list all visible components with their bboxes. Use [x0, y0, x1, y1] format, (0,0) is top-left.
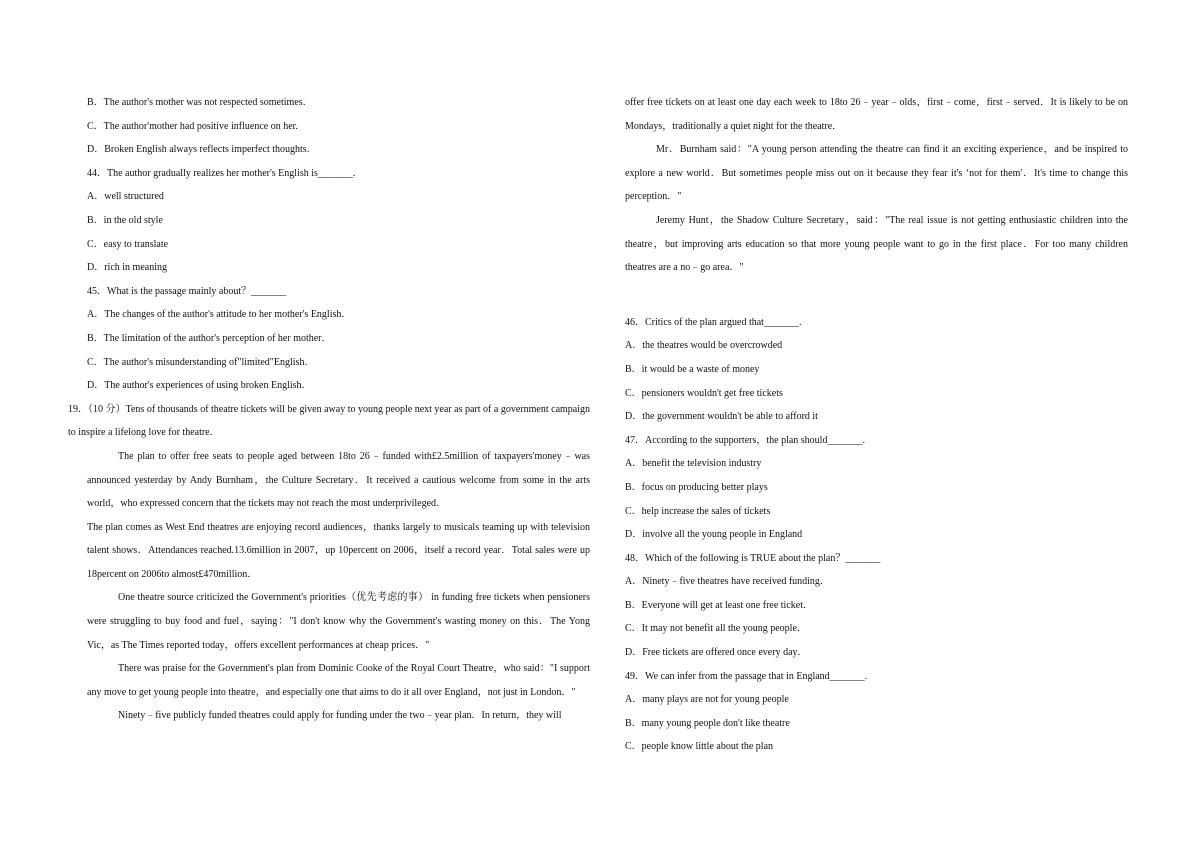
q43-option-c: C．The author'mother had positive influence on her.	[87, 120, 298, 132]
passage-paragraph-7: Jeremy Hunt，the Shadow Culture Secretary，said："The real issue is not getting enthusiastic children into the theatre，but improving arts education so that more young people want to go in the first place．For too many children theatres are a no﹣go area．"	[625, 214, 1128, 274]
q48-option-b: B．Everyone will get at least one free ticket．	[625, 599, 813, 611]
q49-option-c: C．people know little about the plan	[625, 741, 774, 753]
passage-paragraph-2: The plan comes as West End theatres are enjoying record audiences，thanks largely to musicals teaming up with television talent shows．Attendances reached.13.6million in 2007，up 10percent on 2006，itself a record year．Total sales were up 18percent on 2006to almost£470million．	[87, 521, 590, 580]
q48-option-c: C．It may not benefit all the young people．	[625, 623, 807, 635]
q43-option-b: B．The author's mother was not respected sometimes．	[87, 97, 313, 108]
q46-stem: 46．Critics of the plan argued that_______.	[625, 316, 802, 328]
q43-option-d: D．Broken English always reflects imperfect thoughts．	[87, 144, 317, 156]
q49-option-b: B．many young people don't like theatre	[625, 717, 790, 729]
q44-option-a: A．well structured	[87, 191, 164, 203]
q47-option-d: D．involve all the young people in England	[625, 529, 803, 541]
q45-option-a: A．The changes of the author's attitude to her mother's English．	[87, 309, 352, 321]
right-column	[625, 91, 1128, 759]
q47-option-b: B．focus on producing better plays	[625, 481, 768, 493]
passage-paragraph-3: One theatre source criticized the Government's priorities（优先考虑的事） in funding free tickets when pensioners were struggling to buy food and fuel，saying："I don't know why the Government's wasting money on this．The Yong Vic，as The Times reported today，offers excellent performances at cheap prices．"	[87, 592, 590, 651]
q45-option-c: C．The author's misunderstanding of"limited"English．	[87, 356, 315, 368]
q46-option-a: A．the theatres would be overcrowded	[625, 340, 783, 352]
q46-option-b: B．it would be a waste of money	[625, 363, 760, 375]
passage-paragraph-6: Mr．Burnham said："A young person attending the theatre can find it an exciting experience，and be inspired to explore a new world．But sometimes people miss out on it because they fear it's ‘not for them'．It's time to change this perception．"	[625, 144, 1128, 203]
q48-option-d: D．Free tickets are offered once every day．	[625, 647, 808, 659]
q44-option-b: B．in the old style	[87, 214, 163, 226]
q47-stem: 47．According to the supporters，the plan should_______.	[625, 434, 865, 446]
q19-intro: 19．（10 分）Tens of thousands of theatre tickets will be given away to young people next year as part of a government campaign to inspire a lifelong love for theatre．	[68, 403, 590, 439]
q44-option-d: D．rich in meaning	[87, 262, 167, 274]
passage-paragraph-5: Ninety﹣five publicly funded theatres could apply for funding under the two﹣year plan．In return，they will	[118, 710, 562, 722]
q46-option-d: D．the government wouldn't be able to afford it	[625, 411, 818, 423]
q49-option-a: A．many plays are not for young people	[625, 694, 789, 706]
q45-option-d: D．The author's experiences of using broken English．	[87, 380, 312, 392]
q47-option-c: C．help increase the sales of tickets	[625, 505, 771, 517]
q45-option-b: B．The limitation of the author's perception of her mother．	[87, 332, 332, 344]
q48-option-a: A．Ninety﹣five theatres have received funding．	[625, 576, 830, 588]
q45-stem: 45．What is the passage mainly about？_______	[87, 285, 287, 297]
q48-stem: 48．Which of the following is TRUE about the plan？_______	[625, 552, 881, 564]
section-spacer	[625, 280, 1128, 311]
q46-option-c: C．pensioners wouldn't get free tickets	[625, 387, 783, 399]
q44-stem: 44．The author gradually realizes her mother's English is_______.	[87, 167, 356, 179]
q47-option-a: A．benefit the television industry	[625, 458, 762, 470]
passage-paragraph-5-continued: offer free tickets on at least one day each week to 18to 26﹣year﹣olds，first﹣come，first﹣served．It is likely to be on Mondays，traditionally a quiet night for the theatre．	[625, 97, 1128, 132]
left-column	[68, 91, 590, 728]
q49-stem: 49．We can infer from the passage that in England_______.	[625, 670, 868, 682]
passage-paragraph-1: The plan to offer free seats to people aged between 18to 26﹣funded with£2.5million of taxpayers'money﹣was announced yesterday by Andy Burnham，the Culture Secretary．It received a cautious welcome from some in the arts world，who expressed concern that the tickets may not reach the most underprivileged．	[87, 450, 590, 510]
passage-paragraph-4: There was praise for the Government's plan from Dominic Cooke of the Royal Court Theatre，who said："I support any move to get young people into theatre，and especially one that aims to do it all over England，not just in London．"	[87, 663, 590, 698]
q44-option-c: C．easy to translate	[87, 238, 169, 250]
